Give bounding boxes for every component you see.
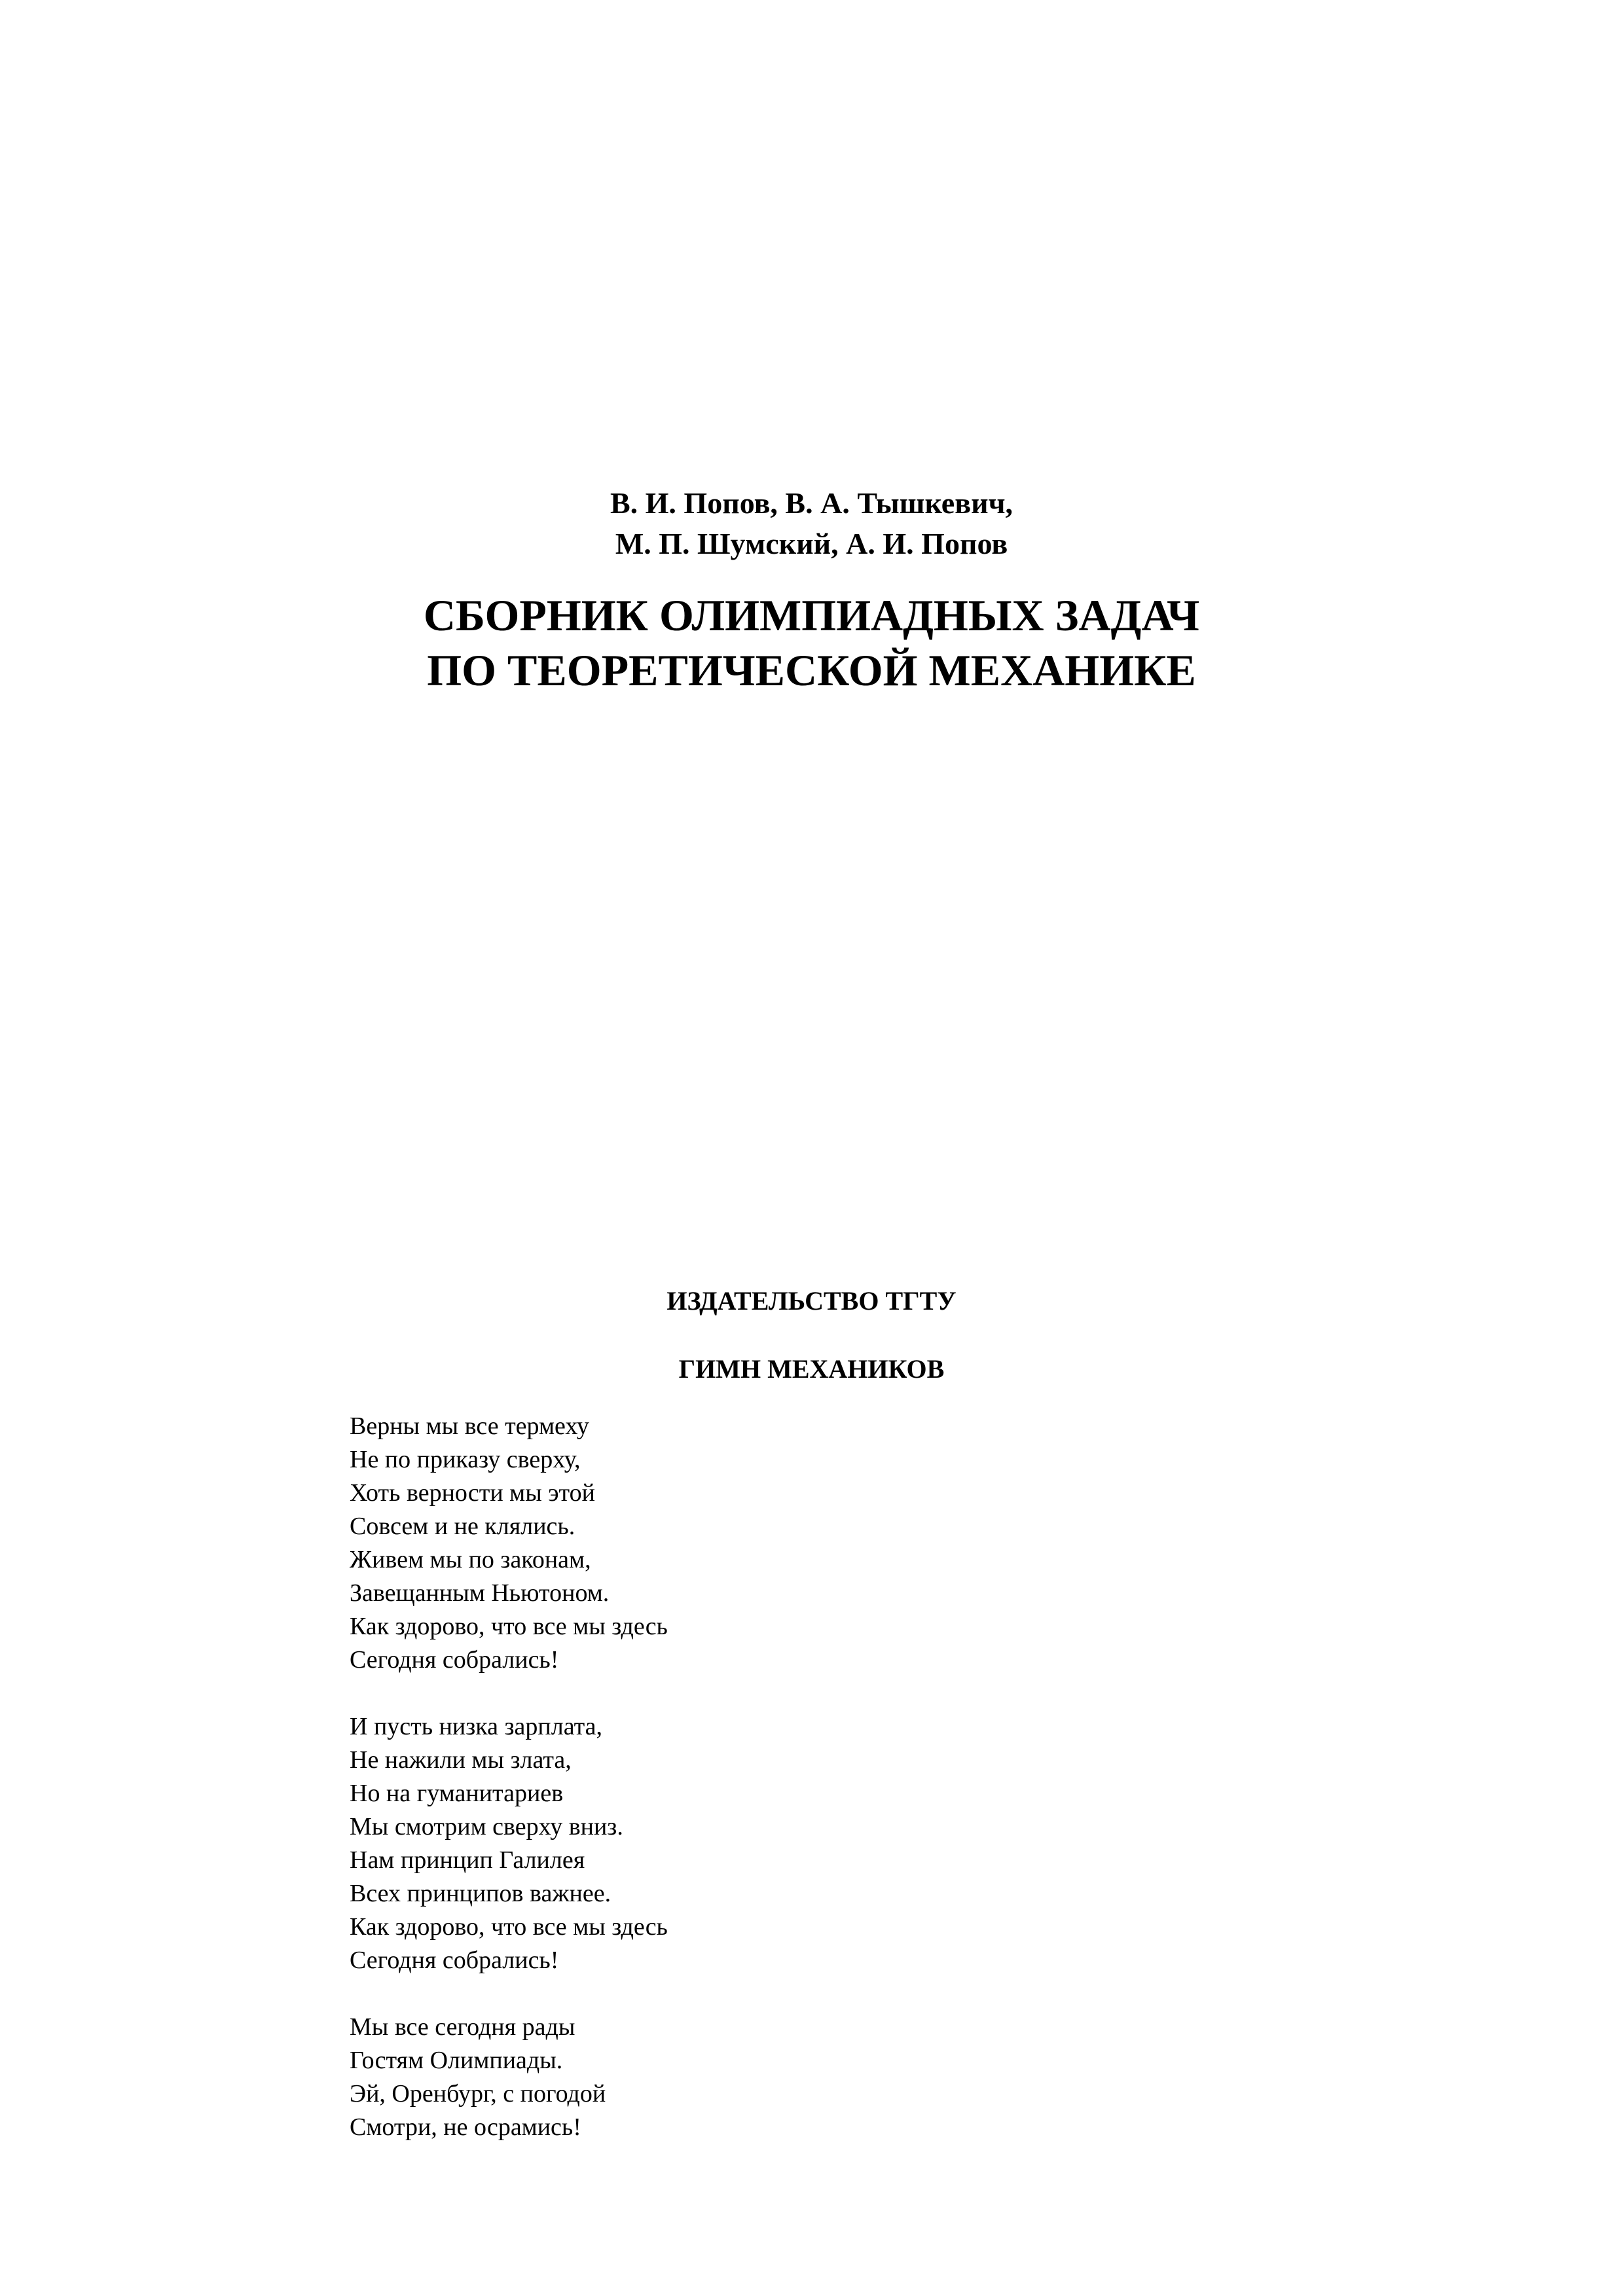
verse-line: Как здорово, что все мы здесь (350, 1613, 668, 1640)
verse-line: Хоть верности мы этой (350, 1479, 595, 1507)
verse-line: Сегодня собрались! (350, 1946, 559, 1974)
authors-line-2: М. П. Шумский, А. И. Попов (615, 527, 1008, 560)
verse-line: Живем мы по законам, (350, 1546, 591, 1573)
hymn-poem (350, 1410, 1266, 2144)
book-title-line-2: ПО ТЕОРЕТИЧЕСКОЙ МЕХАНИКЕ (427, 645, 1196, 695)
verse-line: Совсем и не клялись. (350, 1513, 575, 1540)
authors-line-1: В. И. Попов, В. А. Тышкевич, (610, 486, 1013, 520)
hymn-title: ГИМН МЕХАНИКОВ (678, 1354, 945, 1384)
verse-line: Как здорово, что все мы здесь (350, 1913, 668, 1941)
verse-line: Гостям Олимпиады. (350, 2047, 563, 2074)
verse-line: Мы все сегодня рады (350, 2013, 575, 2041)
verse-line: Верны мы все термеху (350, 1412, 589, 1440)
publisher-name: ИЗДАТЕЛЬСТВО ТГТУ (666, 1286, 957, 1316)
stanza-3 (350, 2011, 1266, 2144)
verse-line: Мы смотрим сверху вниз. (350, 1813, 623, 1840)
verse-line: Не нажили мы злата, (350, 1746, 572, 1774)
verse-line: Смотри, не осрамись! (350, 2113, 581, 2141)
verse-line: Завещанным Ньютоном. (350, 1579, 610, 1607)
book-title-line-1: СБОРНИК ОЛИМПИАДНЫХ ЗАДАЧ (423, 590, 1200, 640)
verse-line: Нам принцип Галилея (350, 1846, 585, 1874)
verse-line: Не по приказу сверху, (350, 1446, 581, 1473)
authors-block (0, 483, 1623, 564)
verse-line: Сегодня собрались! (350, 1646, 559, 1674)
verse-line: Всех принципов важнее. (350, 1880, 611, 1907)
verse-line: И пусть низка зарплата, (350, 1713, 603, 1740)
book-title (0, 588, 1623, 698)
stanza-1 (350, 1410, 1266, 1677)
stanza-2 (350, 1710, 1266, 1977)
verse-line: Эй, Оренбург, с погодой (350, 2080, 606, 2108)
verse-line: Но на гуманитариев (350, 1780, 564, 1807)
